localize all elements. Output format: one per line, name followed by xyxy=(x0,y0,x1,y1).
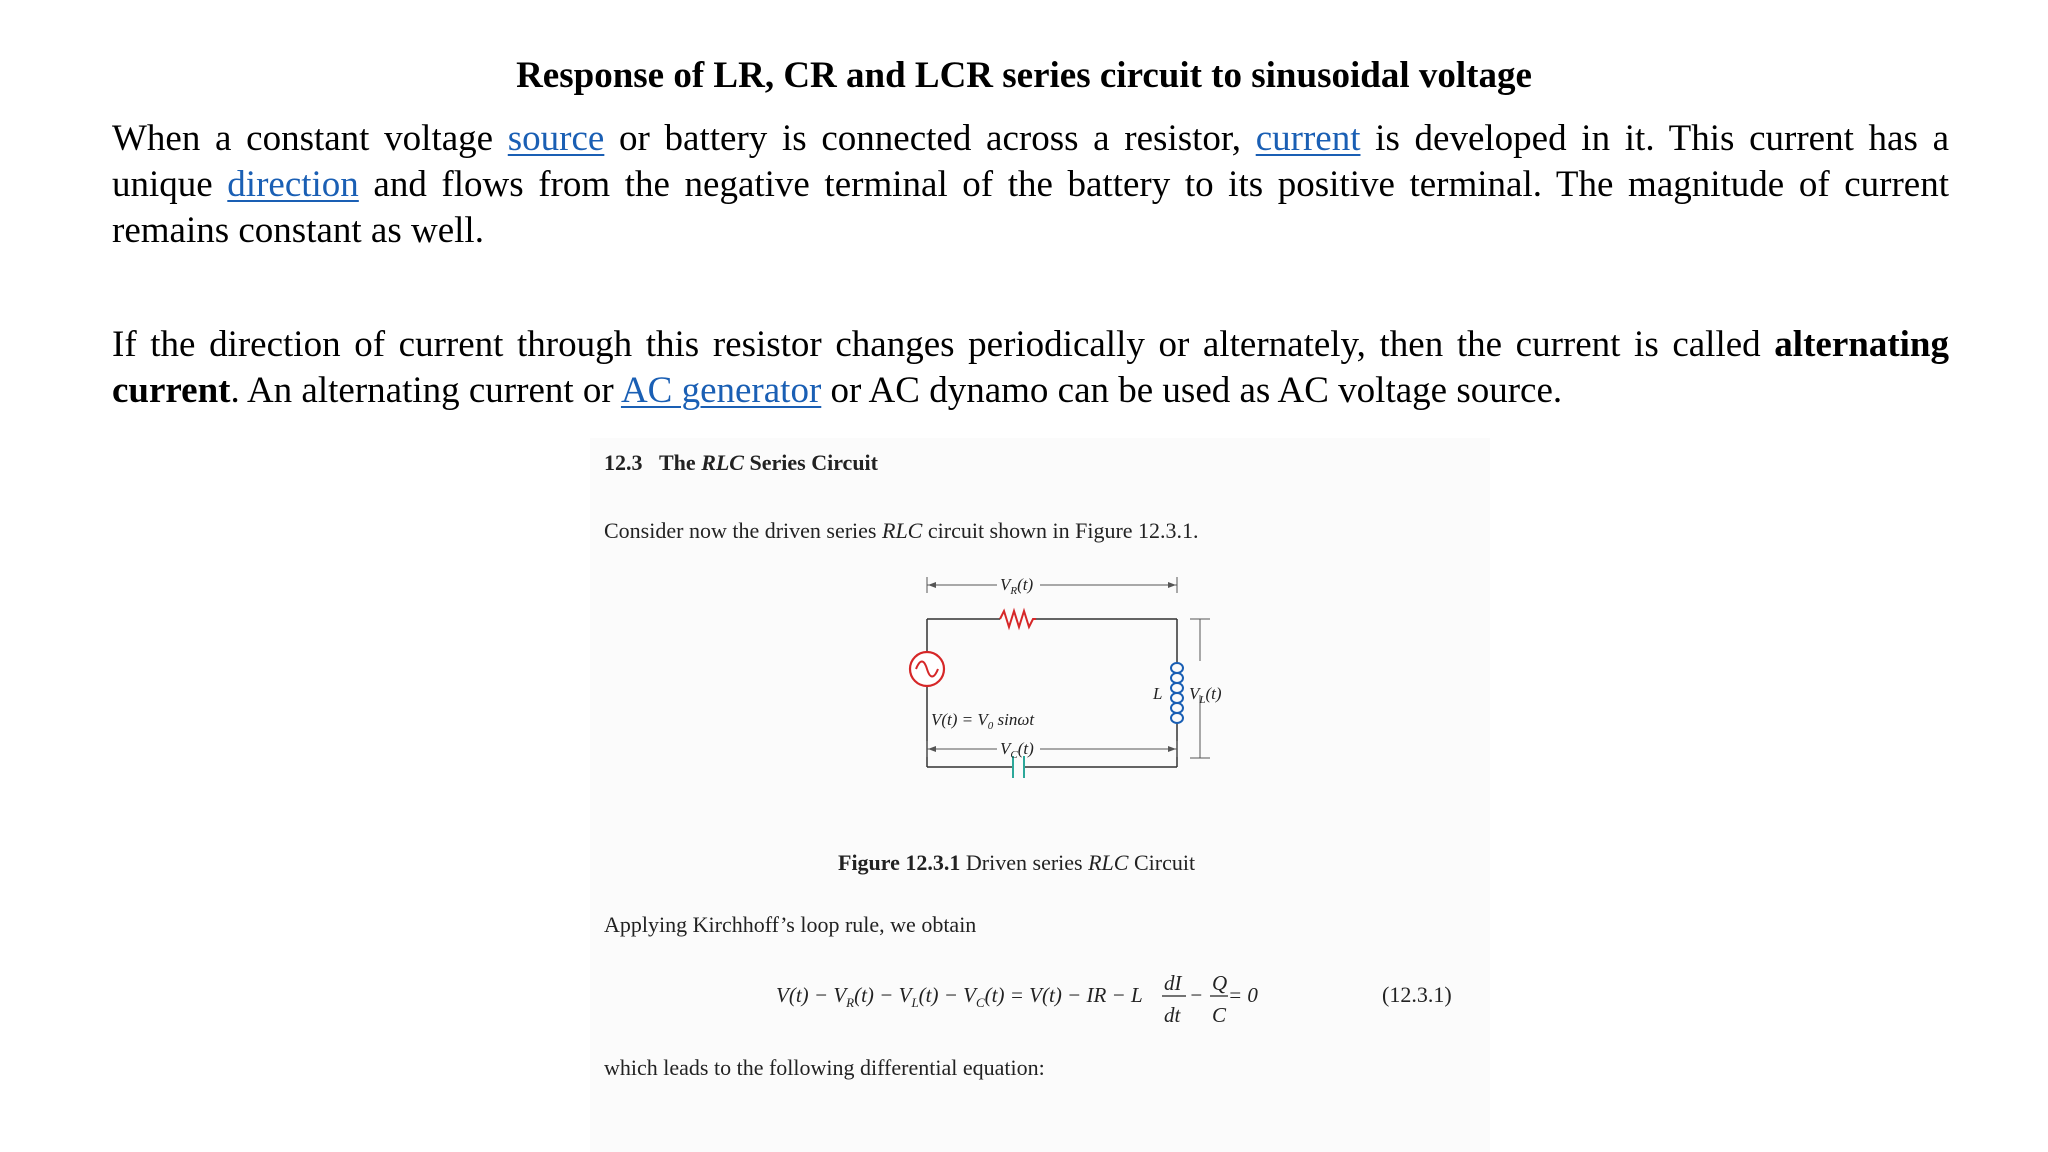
para2-text-3: or AC dynamo can be used as AC voltage source. xyxy=(821,370,1563,411)
caption-figure-number: Figure 12.3.1 xyxy=(838,850,961,875)
label-source: $V(t) = V_0$ sinωt xyxy=(931,710,1035,732)
label-vr: $V_R(t)$ xyxy=(1000,575,1034,597)
intro-a: Consider now the driven series xyxy=(604,518,882,543)
equation-main: $V(t) - V_R(t) - V_L(t) - V_C(t) = V(t)$ − IR − L xyxy=(776,983,1143,1010)
figure-caption xyxy=(838,850,1195,876)
label-l: L xyxy=(1153,684,1163,703)
equation-svg xyxy=(776,958,1296,1028)
para2-text-2: . An alternating current or xyxy=(230,370,621,411)
paragraph-intro xyxy=(112,116,1949,254)
caption-b: Circuit xyxy=(1128,850,1196,875)
ac-source-symbol xyxy=(910,652,944,686)
kirchhoff-text: Applying Kirchhoff’s loop rule, we obtain xyxy=(604,912,977,937)
resistor-symbol xyxy=(1000,611,1036,627)
circuit-wires xyxy=(927,619,1177,767)
frac2-denominator: C xyxy=(1212,1003,1227,1027)
link-source[interactable]: source xyxy=(507,118,605,159)
caption-a: Driven series xyxy=(960,850,1089,875)
equation-rhs: = 0 xyxy=(1228,983,1258,1007)
section-rlc: RLC xyxy=(701,450,744,475)
kirchhoff-equation xyxy=(776,958,1296,1028)
section-number: 12.3 xyxy=(604,450,643,475)
textbook-excerpt-image xyxy=(590,438,1490,1152)
para1-text-1: When a constant voltage xyxy=(112,118,508,159)
para2-text-1: If the direction of current through this resistor changes periodically or alternately, then the current is called xyxy=(112,324,1775,365)
link-current[interactable]: current xyxy=(1255,118,1361,159)
para1-text-2: or battery is connected across a resistor, xyxy=(604,118,1256,159)
excerpt-intro xyxy=(604,518,1199,544)
para1-text-4: and flows from the negative terminal of the battery to its positive terminal. The magnitude of current remains constant as well. xyxy=(112,164,1949,251)
intro-b: circuit shown in Figure 12.3.1. xyxy=(922,518,1199,543)
section-the: The xyxy=(659,450,702,475)
frac1-denominator: dt xyxy=(1164,1003,1181,1027)
equation-minus: − xyxy=(1189,983,1204,1007)
link-direction[interactable]: direction xyxy=(227,164,359,205)
section-rest: Series Circuit xyxy=(743,450,878,475)
paragraph-alternating xyxy=(112,322,1949,414)
frac2-numerator: Q xyxy=(1212,971,1228,995)
section-heading xyxy=(604,450,878,476)
frac1-numerator: dI xyxy=(1164,971,1182,995)
equation-number: (12.3.1) xyxy=(1382,982,1452,1007)
term-alternating-current: alternating current xyxy=(112,324,1949,411)
label-vc: $V_C(t)$ xyxy=(1000,739,1034,761)
caption-rlc: RLC xyxy=(1088,850,1129,875)
voltage-arrows xyxy=(927,577,1210,758)
rlc-circuit-diagram xyxy=(900,565,1222,825)
link-ac-generator[interactable]: AC generator xyxy=(620,370,822,411)
label-vl: $V_L(t)$ xyxy=(1189,684,1222,706)
inductor-symbol xyxy=(1171,663,1183,723)
page-title: Response of LR, CR and LCR series circuit to sinusoidal voltage xyxy=(516,55,1532,96)
leads-text: which leads to the following differential equation: xyxy=(604,1055,1045,1080)
circuit-svg xyxy=(900,565,1222,825)
para1-text-3: is developed in it. This current has a unique xyxy=(112,118,1949,205)
intro-rlc: RLC xyxy=(882,518,923,543)
